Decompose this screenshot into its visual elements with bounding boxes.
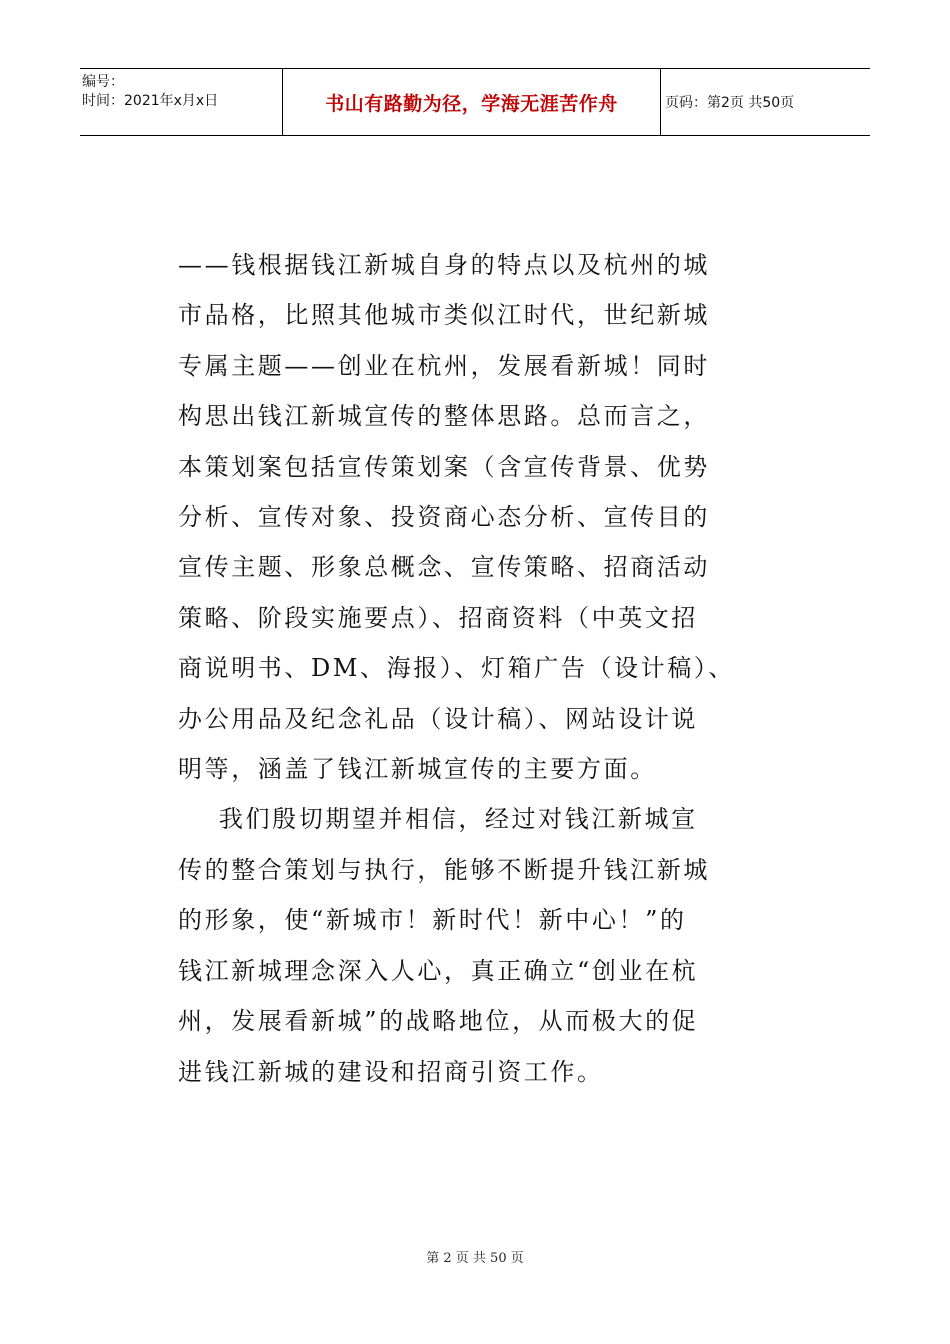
body-line: 本策划案包括宣传策划案（含宣传背景、优势: [178, 452, 710, 481]
document-body: [178, 240, 798, 1097]
header-page-cell: [661, 69, 870, 135]
header-page-label: 页码：第2页 共50页: [665, 95, 795, 111]
body-line: 宣传主题、形象总概念、宣传策略、招商活动: [178, 553, 710, 582]
document-number-label: 编号：: [82, 74, 124, 90]
body-line: 我们殷切期望并相信，经过对钱江新城宣: [178, 805, 698, 834]
body-line: 明等，涵盖了钱江新城宣传的主要方面。: [178, 755, 657, 784]
body-line: 办公用品及纪念礼品（设计稿）、网站设计说: [178, 704, 698, 733]
header-meta-cell: [80, 69, 283, 135]
body-line: 钱江新城理念深入人心，真正确立“创业在杭: [178, 956, 699, 985]
body-line: 策略、阶段实施要点）、招商资料（中英文招: [178, 603, 698, 632]
page-footer: [0, 1247, 950, 1266]
body-line: 分析、宣传对象、投资商心态分析、宣传目的: [178, 503, 710, 532]
page-header: [80, 68, 870, 136]
body-line: 商说明书、DM、海报）、灯箱广告（设计稿）、: [178, 654, 736, 683]
document-date-label: 时间：2021年x月x日: [82, 93, 219, 109]
body-line: 构思出钱江新城宣传的整体思路。总而言之，: [178, 402, 710, 431]
footer-page-number: 第 2 页 共 50 页: [426, 1251, 524, 1266]
body-line: 市品格，比照其他城市类似江时代，世纪新城: [178, 301, 710, 330]
body-line: 的形象，使“新城市！新时代！新中心！”的: [178, 906, 687, 935]
header-motto-cell: [283, 69, 661, 135]
body-line: 进钱江新城的建设和招商引资工作。: [178, 1057, 604, 1086]
body-line: 州，发展看新城”的战略地位，从而极大的促: [178, 1007, 699, 1036]
body-line: 专属主题——创业在杭州，发展看新城！同时: [178, 351, 710, 380]
header-motto: 书山有路勤为径，学海无涯苦作舟: [325, 92, 618, 115]
body-line: 传的整合策划与执行，能够不断提升钱江新城: [178, 855, 710, 884]
body-line: ——钱根据钱江新城自身的特点以及杭州的城: [178, 251, 710, 279]
